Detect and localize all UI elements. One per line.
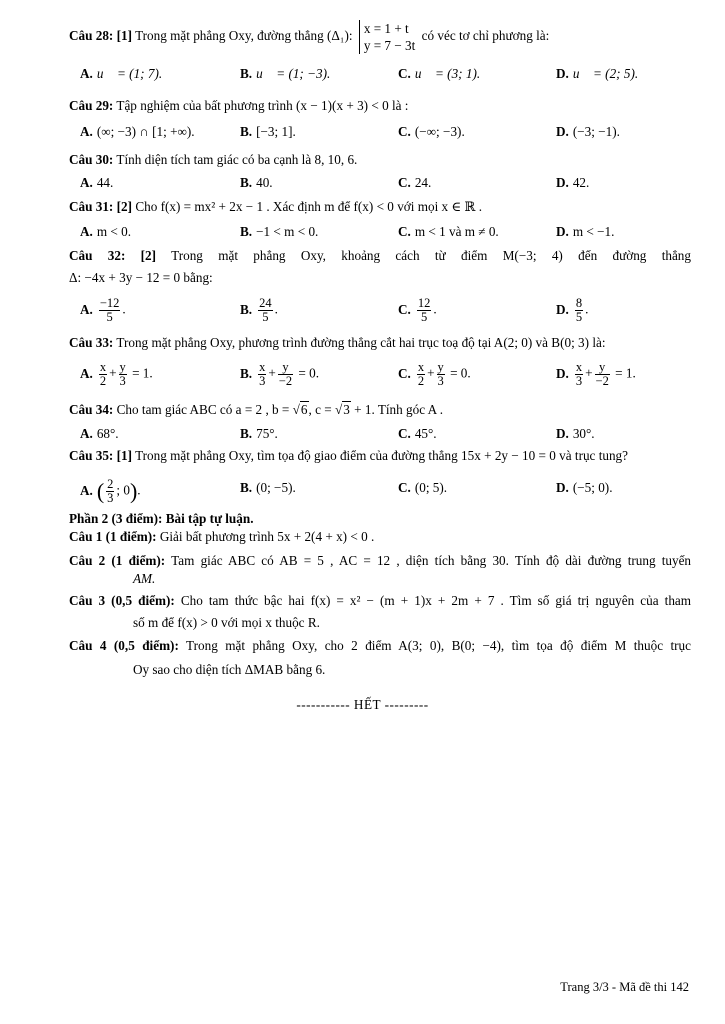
essay-question-4	[69, 637, 691, 654]
essay-label: Câu 2 (1 điểm):	[69, 553, 166, 568]
essay-label: Câu 3 (0,5 điểm):	[69, 593, 175, 608]
option-d: D. u⃗ = (2; 5).	[556, 66, 639, 81]
question-number: Câu 32:	[69, 248, 126, 263]
option-a: A. (∞; −3) ∩ [1; +∞).	[80, 124, 195, 139]
option-c: C. (−∞; −3).	[398, 124, 465, 139]
essay-label: Câu 1 (1 điểm):	[69, 529, 157, 544]
sqrt-operand: 6	[300, 402, 308, 417]
option-a: A. $\frac{x}{2}$ + $\frac{y}{3}$ = 1.	[80, 360, 153, 388]
option-c: C. (0; 5).	[398, 480, 448, 495]
options-29	[80, 122, 690, 144]
question-level: [1]	[116, 448, 133, 463]
option-d: D. 30°.	[556, 426, 595, 441]
question-number: Câu 33:	[69, 335, 114, 350]
option-a: A. u⃗ = (1; 7).	[80, 66, 163, 81]
essay-label: Câu 4 (0,5 điểm):	[69, 638, 179, 653]
essay-question-1	[69, 528, 691, 545]
essay-question-4-line-2: Oy sao cho diện tích ΔMAB bằng 6.	[133, 662, 326, 677]
option-b: B. u⃗ = (1; −3).	[240, 66, 331, 81]
option-c: C. m < 1 và m ≠ 0.	[398, 224, 499, 239]
essay-question-3-line-2: số m để f(x) > 0 với mọi x thuộc R.	[133, 615, 320, 630]
question-level: [2]	[116, 199, 133, 214]
options-30	[80, 173, 690, 195]
option-a: A. m < 0.	[80, 224, 132, 239]
question-33	[69, 334, 691, 351]
question-34	[69, 401, 691, 418]
question-text: Trong mặt phẳng Oxy, phương trình đường thẳng cắt hai trục toạ độ tại A(2; 0) và B(0; 3) là:	[116, 335, 606, 350]
essay-question-3	[69, 592, 691, 609]
essay-question-2-line-2: AM.	[133, 571, 156, 586]
part-2-title: Phần 2 (3 điểm): Bài tập tự luận.	[69, 511, 254, 526]
essay-question-2	[69, 552, 691, 569]
question-text: Cho f(x) = mx² + 2x − 1 . Xác định m để f(x) < 0 với mọi x ∈ ℝ .	[135, 199, 483, 214]
question-30	[69, 151, 691, 168]
options-28	[80, 64, 690, 86]
question-number: Câu 29:	[69, 98, 114, 113]
options-35	[80, 470, 690, 510]
option-a: A. $\frac{-12}{5}$ .	[80, 296, 126, 324]
options-32	[80, 293, 690, 333]
question-level: [1]	[116, 28, 133, 44]
question-number: Câu 30:	[69, 152, 114, 167]
question-35	[69, 447, 691, 464]
option-b: B. −1 < m < 0.	[240, 224, 319, 239]
essay-text: Tam giác ABC có AB = 5 , AC = 12 , diện tích bằng 30. Tính độ dài đường trung tuyến	[171, 553, 692, 568]
question-number: Câu 31:	[69, 199, 114, 214]
sqrt-symbol: √	[292, 402, 300, 417]
essay-text: Cho tam thức bậc hai f(x) = x² − (m + 1)x + 2m + 7 . Tìm số giá trị nguyên của tham	[180, 593, 692, 608]
question-28	[69, 20, 691, 54]
option-a: A. 44.	[80, 175, 114, 190]
option-d: D. $\frac{8}{5}$ .	[556, 296, 589, 324]
essay-text: Giải bất phương trình 5x + 2(4 + x) < 0 .	[159, 529, 375, 544]
question-text: có véc tơ chỉ phương là:	[421, 28, 550, 44]
options-34	[80, 424, 690, 446]
equation-line: y = 7 − 3t	[363, 38, 416, 53]
option-c: C. 24.	[398, 175, 432, 190]
question-text: Δ: −4x + 3y − 12 = 0 bằng:	[69, 270, 213, 285]
question-text: Tính diện tích tam giác có ba cạnh là 8, 10, 6.	[116, 152, 358, 167]
option-c: C. u⃗ = (3; 1).	[398, 66, 481, 81]
question-text: Tập nghiệm của bất phương trình (x − 1)(x + 3) < 0 là :	[116, 98, 409, 113]
question-text: Cho tam giác ABC có a = 2 , b =	[116, 402, 293, 417]
question-31	[69, 198, 691, 215]
question-32-line-2	[69, 269, 691, 286]
option-b: B. [−3; 1].	[240, 124, 296, 139]
question-number: Câu 34:	[69, 402, 114, 417]
question-number: Câu 35:	[69, 448, 114, 463]
equation-system	[359, 20, 416, 54]
equation-line: x = 1 + t	[363, 21, 409, 36]
option-b: B. 40.	[240, 175, 273, 190]
option-a: A. 68°.	[80, 426, 119, 441]
option-d: D. (−5; 0).	[556, 480, 613, 495]
option-d: D. 42.	[556, 175, 590, 190]
question-29	[69, 97, 691, 114]
sqrt-symbol: √	[335, 402, 343, 417]
option-c: C. $\frac{12}{5}$ .	[398, 296, 437, 324]
option-c: C. 45°.	[398, 426, 437, 441]
options-33	[80, 357, 690, 397]
option-d: D. (−3; −1).	[556, 124, 620, 139]
option-b: B. 75°.	[240, 426, 278, 441]
options-31	[80, 222, 690, 244]
essay-text: Trong mặt phẳng Oxy, cho 2 điểm A(3; 0), B(0; −4), tìm tọa độ điểm M thuộc trục	[186, 638, 691, 653]
end-marker: ----------- HẾT ---------	[296, 697, 429, 712]
option-b: B. $\frac{24}{5}$ .	[240, 296, 278, 324]
question-text: , c =	[308, 402, 335, 417]
question-level: [2]	[140, 248, 157, 263]
option-b: B. (0; −5).	[240, 480, 296, 495]
question-text: + 1. Tính góc A .	[350, 402, 444, 417]
option-c: C. $\frac{x}{2}$ + $\frac{y}{3}$ = 0.	[398, 360, 471, 388]
question-number: Câu 28:	[69, 28, 114, 44]
question-text: Trong mặt phẳng Oxy, đường thẳng (Δ₁):	[135, 28, 353, 44]
page-footer: Trang 3/3 - Mã đề thi 142	[560, 980, 689, 994]
option-d: D. m < −1.	[556, 224, 615, 239]
option-b: B. $\frac{x}{3}$ + $\frac{y}{-2}$ = 0.	[240, 360, 320, 388]
sqrt-operand: 3	[343, 402, 350, 417]
option-d: D. $\frac{x}{3}$ + $\frac{y}{-2}$ = 1.	[556, 360, 636, 388]
option-a: A. ( $\frac{2}{3}$ ; 0).	[80, 477, 141, 505]
question-text: Trong mặt phẳng Oxy, khoảng cách từ điểm M(−3; 4) đến đường thẳng	[171, 248, 691, 263]
question-text: Trong mặt phẳng Oxy, tìm tọa độ giao điểm của đường thẳng 15x + 2y − 10 = 0 và trục tung?	[135, 448, 628, 463]
question-32	[69, 247, 691, 264]
